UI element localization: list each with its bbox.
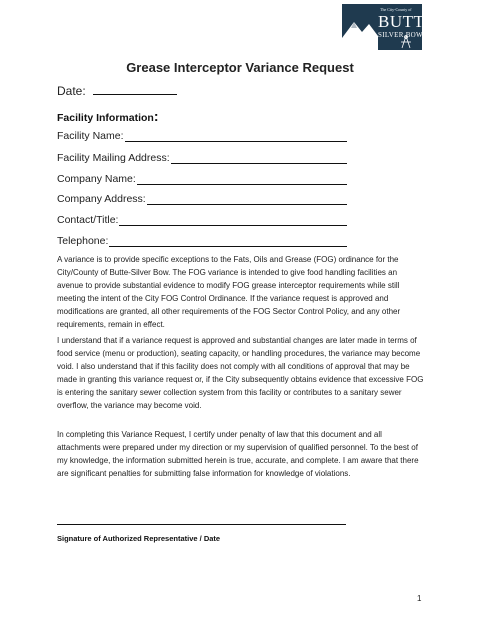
company-address-field[interactable] [147,194,347,205]
contact-title-label: Contact/Title: [57,214,119,226]
facility-mailing-address-field[interactable] [171,153,347,164]
facility-information-colon: : [153,108,159,124]
company-address-row [57,193,347,205]
page-title: Grease Interceptor Variance Request [126,60,354,75]
company-name-field[interactable] [137,174,347,185]
signature-field[interactable] [57,524,346,525]
logo-subname: SILVER BOW [378,31,423,39]
facility-mailing-address-row [57,152,347,164]
date-row [57,83,177,98]
date-field[interactable] [93,83,177,95]
facility-information-label: Facility Information [57,112,154,124]
page-number: 1 [417,594,422,603]
telephone-field[interactable] [109,236,347,247]
facility-mailing-address-label: Facility Mailing Address: [57,152,170,164]
contact-title-row [57,214,347,226]
butte-silver-bow-logo [342,4,436,50]
company-name-label: Company Name: [57,173,136,185]
date-label: Date: [57,84,86,98]
facility-name-field[interactable] [125,131,347,142]
telephone-row [57,235,347,247]
facility-name-label: Facility Name: [57,130,124,142]
logo-tagline: The City-County of [380,7,412,12]
logo-name: BUTTE [378,12,436,31]
facility-name-row [57,130,347,142]
signature-label: Signature of Authorized Representative / Date [57,534,221,543]
company-address-label: Company Address: [57,193,146,205]
facility-information-heading [57,108,159,124]
telephone-label: Telephone: [57,235,109,247]
company-name-row [57,173,347,185]
variance-understanding-paragraph: I understand that if a variance request is approved and substantial changes are later made in terms of food service (menu or production), seating capacity, or handling procedures, the variance may become void. I also understand that if this facility does not comply with all conditions of approval that may be made in granting this variance request or, if the City subsequently obtains evidence that excessive FOG is entering the sanitary sewer collection system from this facility or contributes to a sanitary sewer overflow, the variance may become void. [57,336,424,410]
variance-description-paragraph: A variance is to provide specific exceptions to the Fats, Oils and Grease (FOG) ordinance for the City/County of Butte-Silver Bow. The FOG variance is intended to give food handling facilities an avenue to provide substantial evidence to modify FOG grease interceptor requirements while still meeting the intent of the City FOG Control Ordinance. If the variance request is approved and modifications are granted, all other requirements of the FOG Sector Control Policy, and any other requirements, remain in effect. [57,255,401,329]
contact-title-field[interactable] [119,215,347,226]
certification-paragraph: In completing this Variance Request, I certify under penalty of law that this document and all attachments were prepared under my direction or my supervision of qualified personnel. To the best of my knowledge, the information submitted herein is true, accurate, and complete. I am aware that there are significant penalties for submitting false information for knowledge of violations. [57,430,419,478]
